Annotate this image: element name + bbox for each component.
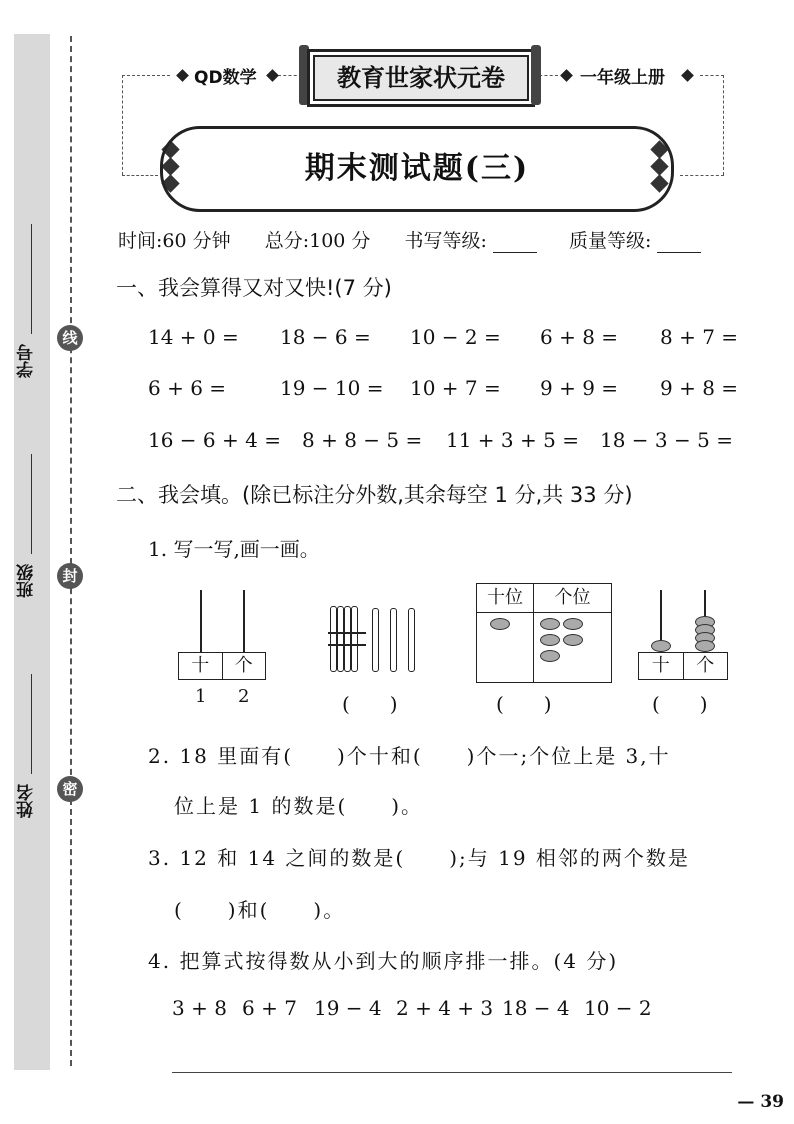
mark-xian: 线 xyxy=(57,325,83,351)
answer-blank[interactable]: ( ) xyxy=(496,692,552,716)
series-banner: 教育世家状元卷 xyxy=(307,49,535,107)
sort-item: 18 − 4 xyxy=(502,996,570,1020)
sticks-figure xyxy=(330,606,430,716)
grade-tag: 一年级上册 xyxy=(580,68,665,88)
counter-icon xyxy=(490,618,510,630)
stick-icon xyxy=(390,608,397,672)
diamond-icon xyxy=(266,69,279,82)
writing-grade-label: 书写等级: xyxy=(404,230,487,252)
total-info: 总分:100 分 xyxy=(264,230,371,252)
footer-rule xyxy=(172,1072,732,1073)
header-dash-left xyxy=(122,75,170,76)
bead-icon xyxy=(651,640,671,652)
mark-feng: 封 xyxy=(57,563,83,589)
calc-item: 6 + 8 = xyxy=(540,325,619,349)
tens-label: 十 xyxy=(191,655,210,676)
subject-tag: QD数学 xyxy=(194,68,257,88)
bead-icon xyxy=(695,640,715,652)
student-no-line xyxy=(31,224,32,334)
diamond-icon xyxy=(681,69,694,82)
question-1: 1. 写一写,画一画。 xyxy=(148,537,320,561)
question-4: 4. 把算式按得数从小到大的顺序排一排。(4 分) xyxy=(148,949,619,973)
counter-icon xyxy=(563,618,583,630)
place-value-table xyxy=(476,583,612,683)
header-dash-right-b xyxy=(680,175,724,176)
question-2-line1: 2. 18 里面有( )个十和( )个一;个位上是 3,十 xyxy=(148,744,671,768)
stick-icon xyxy=(408,608,415,672)
scroll-end-right xyxy=(531,45,541,105)
stick-icon xyxy=(372,608,379,672)
mark-mi: 密 xyxy=(57,776,83,802)
quality-grade-label: 质量等级: xyxy=(569,230,652,252)
calc-item: 6 + 6 = xyxy=(148,376,227,400)
calc-item: 11 + 3 + 5 = xyxy=(446,428,579,452)
name-label: 姓名 xyxy=(17,784,37,818)
class-line xyxy=(31,454,32,554)
binding-strip xyxy=(14,34,50,1070)
header-dash-right-v xyxy=(723,75,724,175)
calc-item: 8 + 8 − 5 = xyxy=(302,428,423,452)
info-line xyxy=(118,226,707,253)
calc-item: 18 − 6 = xyxy=(280,325,371,349)
answer-blank[interactable]: ( ) xyxy=(342,692,398,716)
name-line xyxy=(31,674,32,774)
tens-label: 十 xyxy=(651,655,670,676)
counter-icon xyxy=(540,634,560,646)
ones-value: 2 xyxy=(238,686,250,707)
place-value-box xyxy=(178,652,266,680)
calc-item: 8 + 7 = xyxy=(660,325,739,349)
counter-icon xyxy=(540,618,560,630)
calc-item: 19 − 10 = xyxy=(280,376,384,400)
ones-label: 个 xyxy=(222,653,266,679)
section1-heading: 一、我会算得又对又快!(7 分) xyxy=(116,276,392,300)
student-no-label: 学号 xyxy=(17,344,37,378)
bundle-tie-icon xyxy=(328,632,366,646)
ones-label: 个 xyxy=(683,653,728,679)
tens-column-header: 十位 xyxy=(477,584,533,613)
tens-rod xyxy=(200,590,202,652)
counter-icon xyxy=(563,634,583,646)
question-3-line2: ( )和( )。 xyxy=(174,898,346,922)
diamond-icon xyxy=(176,69,189,82)
page-number: — 39 xyxy=(737,1092,784,1112)
calc-item: 9 + 8 = xyxy=(660,376,739,400)
calc-item: 18 − 3 − 5 = xyxy=(600,428,733,452)
answer-blank[interactable]: ( ) xyxy=(652,692,708,716)
sort-item: 2 + 4 + 3 xyxy=(396,996,494,1020)
abacus-figure-1 xyxy=(178,590,266,707)
cut-line xyxy=(70,36,72,1066)
place-value-box xyxy=(638,652,728,680)
ones-column-header: 个位 xyxy=(534,584,611,613)
calc-item: 10 − 2 = xyxy=(410,325,501,349)
section2-heading: 二、我会填。(除已标注分外数,其余每空 1 分,共 33 分) xyxy=(116,483,633,507)
header-dash-right xyxy=(700,75,724,76)
time-info: 时间:60 分钟 xyxy=(118,230,231,252)
diamond-icon xyxy=(560,69,573,82)
page-title: 期末测试题(三) xyxy=(160,126,674,212)
question-3-line1: 3. 12 和 14 之间的数是( );与 19 相邻的两个数是 xyxy=(148,846,690,870)
sort-item: 3 + 8 xyxy=(172,996,227,1020)
class-label: 班级 xyxy=(17,564,37,598)
tens-value: 1 xyxy=(195,686,207,707)
abacus-figure-2 xyxy=(638,590,728,720)
question-2-line2: 位上是 1 的数是( )。 xyxy=(174,794,424,818)
counter-icon xyxy=(540,650,560,662)
calc-item: 10 + 7 = xyxy=(410,376,501,400)
ones-rod xyxy=(243,590,245,652)
header-dash-left-b xyxy=(122,175,158,176)
calc-item: 9 + 9 = xyxy=(540,376,619,400)
sort-item: 10 − 2 xyxy=(584,996,652,1020)
header-dash-left-v xyxy=(122,75,123,175)
sort-item: 19 − 4 xyxy=(314,996,382,1020)
calc-item: 16 − 6 + 4 = xyxy=(148,428,281,452)
quality-grade-blank[interactable] xyxy=(657,234,701,253)
calc-item: 14 + 0 = xyxy=(148,325,239,349)
writing-grade-blank[interactable] xyxy=(493,234,537,253)
sort-item: 6 + 7 xyxy=(242,996,297,1020)
